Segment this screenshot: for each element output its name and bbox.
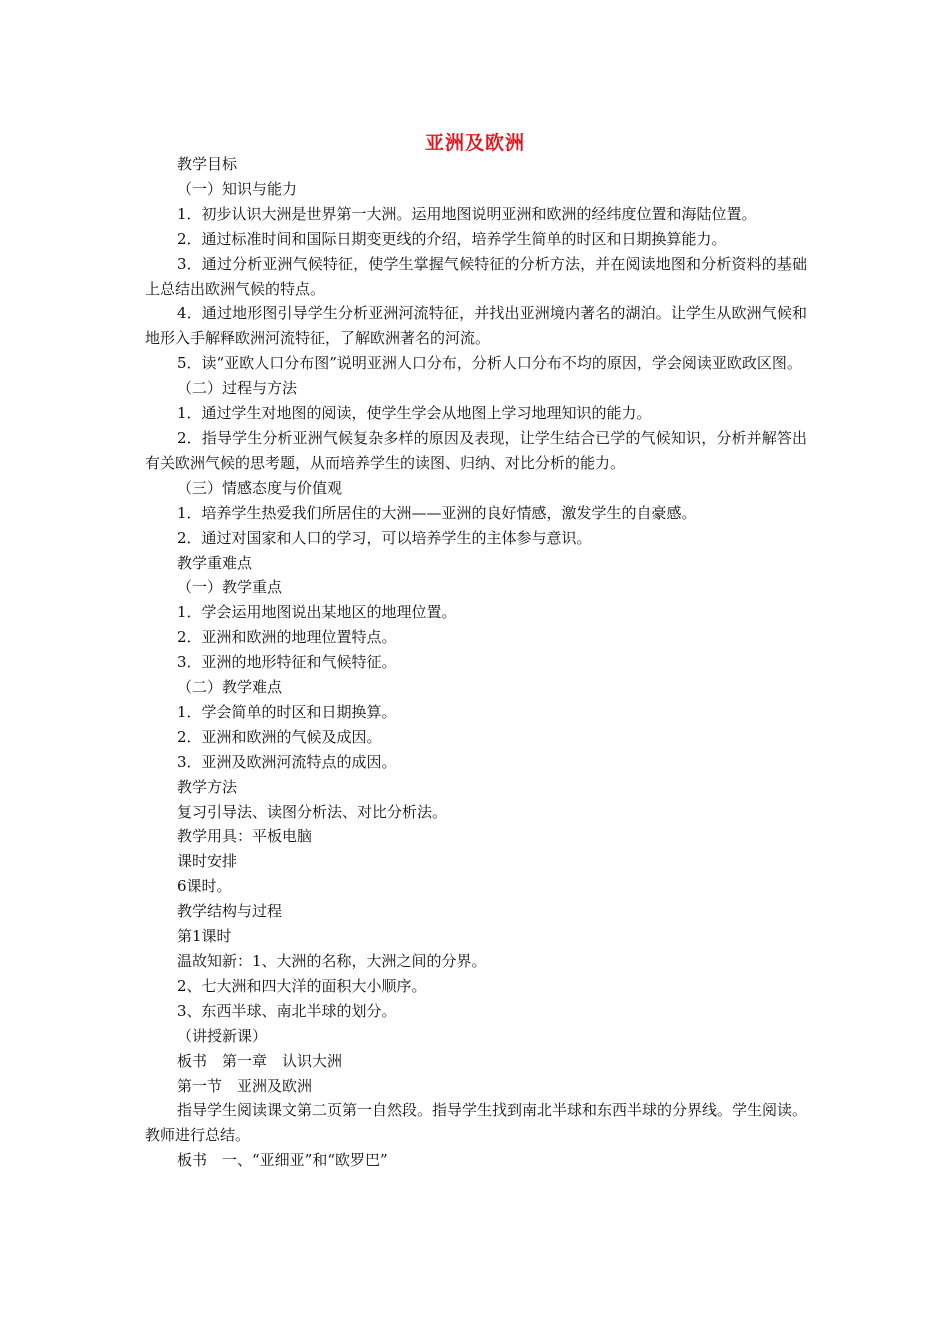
paragraph-line: 教学方法 bbox=[177, 777, 238, 796]
paragraph-line: 课时安排 bbox=[177, 852, 238, 871]
paragraph-line: 复习引导法、读图分析法、对比分析法。 bbox=[177, 802, 448, 821]
paragraph-line: 3．亚洲及欧洲河流特点的成因。 bbox=[177, 752, 397, 771]
paragraph-line: 3、东西半球、南北半球的划分。 bbox=[177, 1001, 397, 1020]
paragraph-line: 3．亚洲的地形特征和气候特征。 bbox=[177, 653, 397, 672]
paragraph-line: 教学目标 bbox=[177, 155, 238, 173]
paragraph-line: （讲授新课） bbox=[177, 1026, 268, 1045]
paragraph-line: 1．培养学生热爱我们所居住的大洲——亚洲的良好情感，激发学生的自豪感。 bbox=[177, 503, 697, 522]
paragraph-line: 1．学会简单的时区和日期换算。 bbox=[177, 702, 397, 721]
paragraph-line: 2．通过标准时间和国际日期变更线的介绍，培养学生简单的时区和日期换算能力。 bbox=[177, 229, 727, 248]
paragraph-line: 1．初步认识大洲是世界第一大洲。运用地图说明亚洲和欧洲的经纬度位置和海陆位置。 bbox=[177, 204, 757, 223]
document-body bbox=[145, 152, 808, 1173]
paragraph-line: （一）知识与能力 bbox=[177, 179, 298, 198]
paragraph-line: 1．通过学生对地图的阅读，使学生学会从地图上学习地理知识的能力。 bbox=[177, 404, 652, 423]
paragraph-line: 第1课时 bbox=[177, 927, 232, 946]
paragraph-line: 2．亚洲和欧洲的地理位置特点。 bbox=[177, 628, 397, 647]
paragraph-line: 2．通过对国家和人口的学习，可以培养学生的主体参与意识。 bbox=[177, 528, 592, 547]
paragraph-line: 板书 一、“亚细亚”和“欧罗巴” bbox=[177, 1151, 388, 1170]
paragraph-line: 2．亚洲和欧洲的气候及成因。 bbox=[177, 727, 382, 746]
document-title: 亚洲及欧洲 bbox=[424, 132, 525, 154]
paragraph-line: 板书 第一章 认识大洲 bbox=[177, 1051, 343, 1070]
paragraph-line: 第一节 亚洲及欧洲 bbox=[177, 1076, 313, 1095]
paragraph-line: 教学重难点 bbox=[177, 553, 253, 572]
paragraph-line: 6课时。 bbox=[177, 877, 232, 896]
paragraph-line: 4．通过地形图引导学生分析亚洲河流特征，并找出亚洲境内著名的湖泊。让学生从欧洲气候和地形入手解释欧洲河流特征，了解欧洲著名的河流。 bbox=[145, 304, 807, 348]
paragraph-line: 3．通过分析亚洲气候特征，使学生掌握气候特征的分析方法，并在阅读地图和分析资料的基础上总结出欧洲气候的特点。 bbox=[145, 254, 807, 298]
paragraph-line: 1．学会运用地图说出某地区的地理位置。 bbox=[177, 603, 457, 622]
paragraph-line: （二）教学难点 bbox=[177, 678, 283, 697]
paragraph-line: 温故知新：1、大洲的名称，大洲之间的分界。 bbox=[177, 952, 487, 970]
paragraph-line: 2、七大洲和四大洋的面积大小顺序。 bbox=[177, 976, 427, 995]
paragraph-line: 教学结构与过程 bbox=[177, 902, 283, 921]
paragraph-line: （一）教学重点 bbox=[177, 578, 283, 597]
paragraph-line: （三）情感态度与价值观 bbox=[177, 478, 343, 497]
paragraph-line: 教学用具：平板电脑 bbox=[177, 827, 313, 846]
paragraph-line: 指导学生阅读课文第二页第一自然段。指导学生找到南北半球和东西半球的分界线。学生阅读。教师进行总结。 bbox=[145, 1101, 808, 1145]
paragraph-line: 5．读“亚欧人口分布图”说明亚洲人口分布，分析人口分布不均的原因，学会阅读亚欧政区图。 bbox=[177, 354, 802, 373]
paragraph-line: 2．指导学生分析亚洲气候复杂多样的原因及表现，让学生结合已学的气候知识，分析并解答出有关欧洲气候的思考题，从而培养学生的读图、归纳、对比分析的能力。 bbox=[145, 428, 807, 472]
paragraph-line: （二）过程与方法 bbox=[177, 379, 298, 398]
